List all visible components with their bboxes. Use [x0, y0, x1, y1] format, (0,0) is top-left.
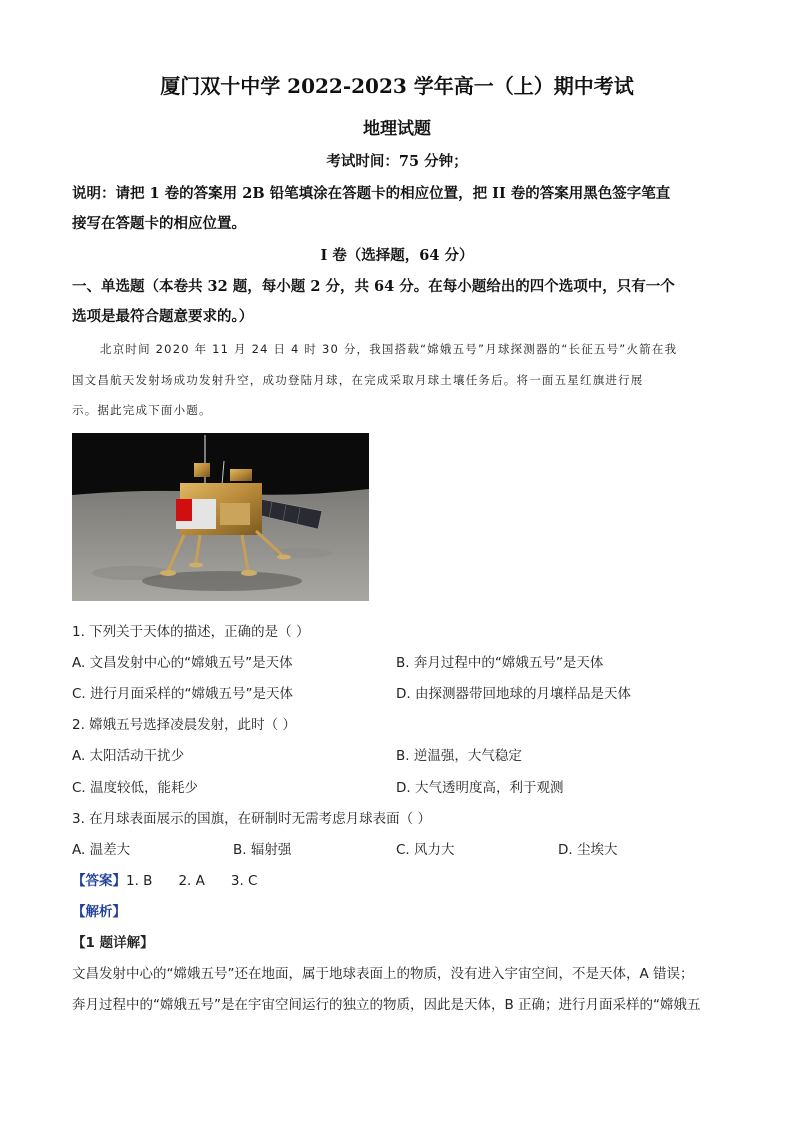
answer-2: 2. A: [178, 873, 205, 889]
question-2-option-d[interactable]: D. 大气透明度高，利于观测: [396, 780, 564, 796]
question-3-stem: 3. 在月球表面展示的国旗，在研制时无需考虑月球表面（ ）: [72, 811, 431, 827]
answer-1: 1. B: [126, 873, 153, 889]
section-desc-line-2: 选项是最符合题意要求的。）: [72, 308, 254, 325]
exam-time: 考试时间：75 分钟；: [326, 153, 468, 170]
subject-title: 地理试题: [363, 119, 431, 139]
question-2-stem: 2. 嫦娥五号选择凌晨发射，此时（ ）: [72, 717, 296, 733]
lunar-lander-icon: [72, 433, 369, 601]
question-1-option-a[interactable]: A. 文昌发射中心的“嫦娥五号”是天体: [72, 655, 293, 671]
lunar-lander-photo: [72, 433, 369, 601]
question-1-option-b[interactable]: B. 奔月过程中的“嫦娥五号”是天体: [396, 655, 604, 671]
question-3-option-c[interactable]: C. 风力大: [396, 842, 455, 858]
question-1-stem: 1. 下列关于天体的描述，正确的是（ ）: [72, 624, 310, 640]
question-2-option-a[interactable]: A. 太阳活动干扰少: [72, 748, 185, 764]
passage-line-3: 示。据此完成下面小题。: [72, 403, 212, 417]
question-1-option-d[interactable]: D. 由探测器带回地球的月壤样品是天体: [396, 686, 631, 702]
answer-label: 【答案】: [72, 873, 126, 889]
analysis-label: 【解析】: [72, 904, 126, 920]
analysis-sub-label: 【1 题详解】: [72, 935, 154, 951]
question-2-option-c[interactable]: C. 温度较低，能耗少: [72, 780, 199, 796]
passage-line-1: 北京时间 2020 年 11 月 24 日 4 时 30 分，我国搭载“嫦娥五号”月球探测器的“长征五号”火箭在我: [100, 342, 678, 356]
question-3-option-b[interactable]: B. 辐射强: [233, 842, 292, 858]
analysis-line-1: 文昌发射中心的“嫦娥五号”还在地面，属于地球表面上的物质，没有进入宇宙空间，不是天体，A 错误；: [72, 966, 694, 982]
question-1-option-c[interactable]: C. 进行月面采样的“嫦娥五号”是天体: [72, 686, 293, 702]
instruction-line-1: 说明：请把 1 卷的答案用 2B 铅笔填涂在答题卡的相应位置，把 II 卷的答案用黑色签字笔直: [72, 185, 671, 202]
question-3-option-d[interactable]: D. 尘埃大: [558, 842, 618, 858]
passage-line-2: 国文昌航天发射场成功发射升空，成功登陆月球，在完成采取月球土壤任务后。将一面五星红旗进行展: [72, 373, 644, 387]
question-2-option-b[interactable]: B. 逆温强，大气稳定: [396, 748, 522, 764]
answer-3: 3. C: [230, 873, 258, 889]
question-3-option-a[interactable]: A. 温差大: [72, 842, 131, 858]
answer-row: [72, 869, 257, 889]
exam-title: 厦门双十中学 2022-2023 学年高一（上）期中考试: [160, 74, 634, 98]
section-desc-line-1: 一、单选题（本卷共 32 题，每小题 2 分，共 64 分。在每小题给出的四个选项中，只有一个: [72, 278, 675, 295]
instruction-line-2: 接写在答题卡的相应位置。: [72, 215, 246, 232]
section-title: I 卷（选择题，64 分）: [320, 247, 474, 264]
analysis-line-2: 奔月过程中的“嫦娥五号”是在宇宙空间运行的独立的物质，因此是天体，B 正确；进行月面采样的“嫦娥五: [72, 997, 701, 1013]
